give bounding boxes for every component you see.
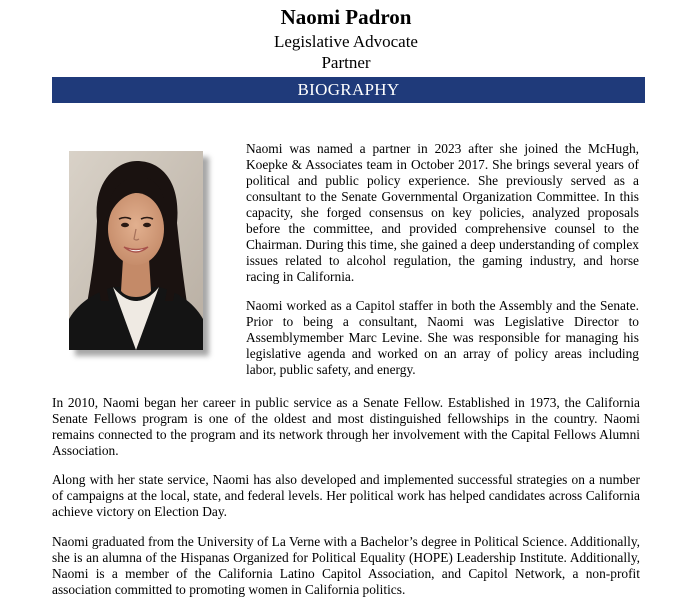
bio-paragraph-3: In 2010, Naomi began her career in public service as a Senate Fellow. Established in 1973, the California Senate Fellows program is one of the oldest and most distinguished fellowships in the country. Naomi remains connected to the program and its network through her involvement with the Capital Fellows Alumni Association. xyxy=(52,395,640,458)
job-title: Legislative Advocate xyxy=(274,32,418,51)
biography-banner: BIOGRAPHY xyxy=(52,77,645,103)
bio-paragraph-5: Naomi graduated from the University of La Verne with a Bachelor’s degree in Political Science. Additionally, she is an alumna of the Hispanas Organized for Political Equality (HOPE) Leadership Institute. Additionally, Naomi is a member of the California Latino Capitol Association, and Capitol Network, a non-profit association committed to promoting women in California politics. xyxy=(52,534,640,597)
bio-paragraph-2: Naomi worked as a Capitol staffer in both the Assembly and the Senate. Prior to being a consultant, Naomi was Legislative Director to Assemblymember Marc Levine. She was responsible for managing his legislative agenda and worked on an array of policy areas including labor, public safety, and energy. xyxy=(246,298,639,377)
bio-paragraph-1: Naomi was named a partner in 2023 after she joined the McHugh, Koepke & Associates team in October 2017. She brings several years of political and public policy experience. She previously served as a consultant to the Senate Governmental Organization Committee. In this capacity, she forged consensus on key policies, analyzed proposals before the committee, and provided comprehensive counsel to the Chairman. During this time, she gained a deep understanding of complex issues related to alcohol regulation, the gaming industry, and horse racing in California. xyxy=(246,141,639,284)
person-name: Naomi Padron xyxy=(280,5,412,29)
portrait-photo xyxy=(69,151,203,350)
position-title: Partner xyxy=(321,53,371,72)
bio-paragraph-4: Along with her state service, Naomi has also developed and implemented successful strategies on a number of campaigns at the local, state, and federal levels. Her political work has helped candidates across California achieve victory on Election Day. xyxy=(52,472,640,519)
